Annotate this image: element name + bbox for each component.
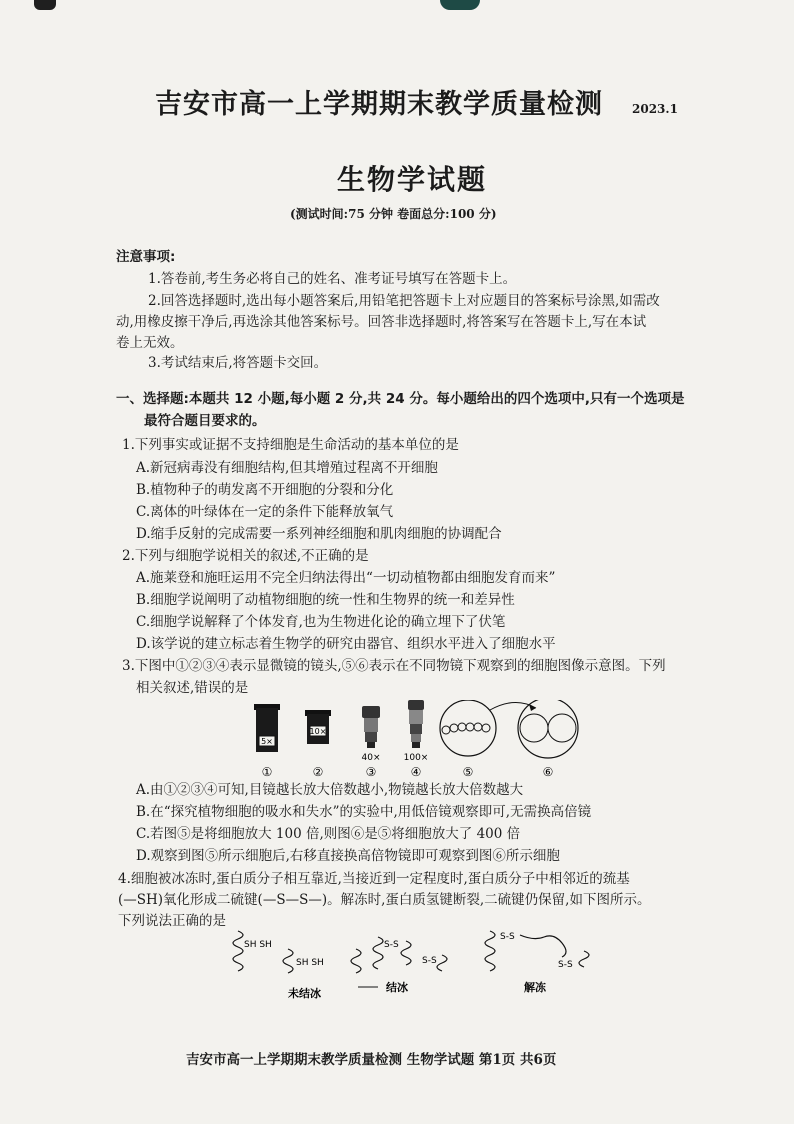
- option-b: B.在“探究植物细胞的吸水和失水”的实验中,用低倍镜观察即可,无需换高倍镜: [136, 804, 592, 820]
- page-footer: 吉安市高一上学期期末教学质量检测 生物学试题 第1页 共6页: [186, 1052, 557, 1068]
- option-d: D.观察到图⑤所示细胞后,右移直接换高倍物镜即可观察到图⑥所示细胞: [136, 848, 560, 864]
- figure-number: ③: [365, 765, 377, 779]
- eyepiece-lens-1: [254, 704, 280, 752]
- notice-heading: 注意事项:: [116, 249, 176, 265]
- option-a: A.新冠病毒没有细胞结构,但其增殖过程离不开细胞: [136, 460, 438, 476]
- notice-item: 1.答卷前,考生务必将自己的姓名、准考证号填写在答题卡上。: [148, 271, 517, 287]
- lens-label: 40×: [361, 753, 381, 763]
- question-stem: 2.下列与细胞学说相关的叙述,不正确的是: [122, 548, 369, 564]
- exam-info: (测试时间:75 分钟 卷面总分:100 分): [290, 207, 497, 221]
- scan-mark: [440, 0, 480, 10]
- option-d: D.缩手反射的完成需要一系列神经细胞和肌肉细胞的协调配合: [136, 526, 502, 542]
- exam-year: 2023.1: [632, 102, 678, 116]
- question-stem: (—SH)氧化形成二硫键(—S—S—)。解冻时,蛋白质氢键断裂,二硫键仍保留,如下图所示。: [118, 892, 651, 908]
- ss-label: S-S: [384, 940, 399, 950]
- cell-view-5: [440, 700, 536, 756]
- section-heading: 最符合题目要求的。: [144, 413, 266, 429]
- stage-label: 解冻: [524, 981, 546, 994]
- protein-unfrozen: [233, 931, 361, 1000]
- lens-label: 10×: [309, 727, 327, 736]
- question-stem: 4.细胞被冰冻时,蛋白质分子相互靠近,当接近到一定程度时,蛋白质分子中相邻近的巯基: [118, 871, 630, 887]
- option-a: A.施莱登和施旺运用不完全归纳法得出“一切动植物都由细胞发育而来”: [136, 570, 556, 586]
- option-d: D.该学说的建立标志着生物学的研究由器官、组织水平进入了细胞水平: [136, 636, 556, 652]
- ss-label: S-S: [500, 932, 515, 942]
- question-stem: 3.下图中①②③④表示显微镜的镜头,⑤⑥表示在不同物镜下观察到的细胞图像示意图。下列: [122, 658, 666, 674]
- notice-item: 2.回答选择题时,选出每小题答案后,用铅笔把答题卡上对应题目的答案标号涂黑,如需改: [148, 293, 660, 309]
- figure-number: ⑤: [462, 765, 474, 779]
- scan-mark: [34, 0, 56, 10]
- protein-thawed: [485, 931, 589, 994]
- stage-label: 结冰: [386, 981, 408, 994]
- stage-label: 未结冰: [288, 987, 321, 1000]
- option-a: A.由①②③④可知,目镜越长放大倍数越小,物镜越长放大倍数越大: [136, 782, 524, 798]
- exam-title: 吉安市高一上学期期末教学质量检测: [155, 89, 603, 120]
- figure-number: ②: [312, 765, 324, 779]
- notice-item: 动,用橡皮擦干净后,再选涂其他答案标号。回答非选择题时,将答案写在答题卡上,写在本试: [116, 314, 647, 330]
- lens-label: 100×: [403, 753, 429, 763]
- microscope-lens-figure: [250, 700, 590, 780]
- option-c: C.离体的叶绿体在一定的条件下能释放氧气: [136, 504, 394, 520]
- option-b: B.植物种子的萌发离不开细胞的分裂和分化: [136, 482, 394, 498]
- figure-number: ⑥: [542, 765, 554, 779]
- figure-number: ①: [261, 765, 273, 779]
- section-heading: 一、选择题:本题共 12 小题,每小题 2 分,共 24 分。每小题给出的四个选项中,只有一个选项是: [116, 391, 685, 407]
- ss-label: S-S: [558, 960, 573, 970]
- question-stem: 下列说法正确的是: [118, 913, 226, 929]
- ss-label: S-S: [422, 956, 437, 966]
- question-stem: 相关叙述,错误的是: [136, 680, 249, 696]
- sh-label: SH SH: [296, 958, 324, 968]
- cell-view-6: [518, 700, 578, 758]
- option-c: C.细胞学说解释了个体发育,也为生物进化论的确立埋下了伏笔: [136, 614, 506, 630]
- objective-lens-4: [404, 700, 429, 763]
- option-c: C.若图⑤是将细胞放大 100 倍,则图⑥是⑤将细胞放大了 400 倍: [136, 826, 521, 842]
- notice-item: 3.考试结束后,将答题卡交回。: [148, 355, 328, 371]
- notice-item: 卷上无效。: [116, 335, 184, 351]
- question-stem: 1.下列事实或证据不支持细胞是生命活动的基本单位的是: [122, 437, 459, 453]
- disulfide-bond-figure: [228, 925, 608, 1005]
- figure-number: ④: [410, 765, 422, 779]
- protein-frozen: [358, 937, 447, 994]
- objective-lens-3: [362, 706, 381, 763]
- lens-label: 5×: [261, 737, 273, 746]
- eyepiece-lens-2: [305, 710, 331, 744]
- sh-label: SH SH: [244, 940, 272, 950]
- subject-title: 生物学试题: [337, 163, 488, 196]
- option-b: B.细胞学说阐明了动植物细胞的统一性和生物界的统一和差异性: [136, 592, 515, 608]
